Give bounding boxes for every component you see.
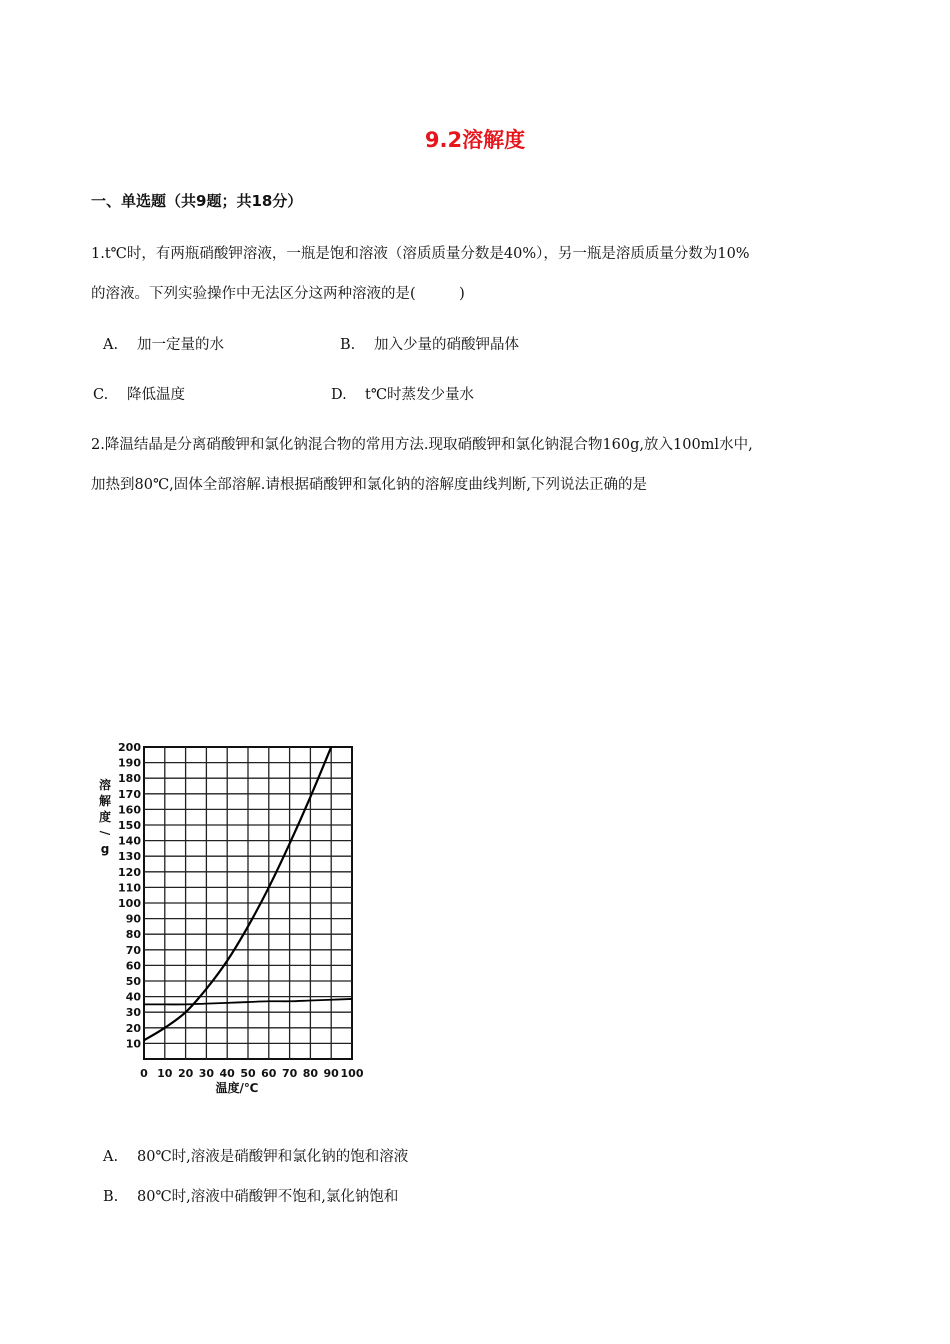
option-text: t℃时蒸发少量水 [365, 387, 475, 403]
y-tick-label: 110 [118, 881, 141, 895]
y-tick-label: 170 [118, 787, 141, 801]
option-text: 80℃时,溶液中硝酸钾不饱和,氯化钠饱和 [137, 1189, 399, 1205]
y-tick-label: 150 [118, 819, 141, 832]
y-tick-label: 60 [125, 959, 141, 973]
question-1-option-d[interactable] [331, 383, 474, 404]
x-tick-label: 40 [219, 1067, 235, 1080]
section-heading: 一、单选题（共9题；共18分） [91, 192, 303, 210]
y-axis-label-char: / [98, 830, 112, 836]
y-tick-label: 90 [125, 912, 141, 926]
x-tick-label: 20 [177, 1067, 194, 1080]
option-label: C. [93, 387, 109, 403]
x-tick-label: 70 [281, 1067, 298, 1080]
option-label: B. [340, 337, 356, 353]
y-axis-label-char: g [100, 842, 110, 856]
question-1-option-b[interactable] [340, 333, 519, 354]
y-tick-label: 190 [118, 756, 141, 770]
y-axis-label-char: 解 [98, 794, 112, 808]
x-tick-label: 100 [340, 1067, 364, 1080]
x-tick-label: 90 [323, 1067, 339, 1080]
y-tick-label: 20 [125, 1021, 141, 1035]
y-tick-label: 50 [125, 975, 141, 988]
option-label: B. [103, 1189, 119, 1205]
y-tick-label: 70 [125, 943, 141, 957]
y-tick-label: 180 [118, 772, 141, 786]
y-tick-label: 100 [118, 897, 141, 910]
x-tick-label: 80 [302, 1067, 319, 1080]
question-1-option-c[interactable] [93, 383, 185, 404]
y-axis-label-char: 溶 [98, 778, 112, 792]
question-2-line-2: 加热到80℃,固体全部溶解.请根据硝酸钾和氯化钠的溶解度曲线判断,下列说法正确的是 [91, 477, 647, 493]
y-tick-label: 200 [118, 741, 141, 754]
x-tick-label: 30 [198, 1067, 215, 1080]
y-tick-label: 30 [125, 1006, 141, 1020]
option-text: 降低温度 [127, 387, 185, 403]
question-1-line-2: 的溶液。下列实验操作中无法区分这两种溶液的是( ) [91, 286, 465, 302]
x-tick-label: 50 [240, 1067, 256, 1080]
y-tick-label: 130 [118, 850, 141, 864]
option-text: 加一定量的水 [137, 337, 224, 353]
x-tick-label: 60 [261, 1067, 277, 1080]
question-1-option-a[interactable] [103, 333, 224, 354]
option-label: A. [103, 337, 119, 353]
option-text: 加入少量的硝酸钾晶体 [374, 337, 519, 353]
y-tick-label: 10 [125, 1037, 141, 1051]
question-1-line-1: 1.t℃时，有两瓶硝酸钾溶液，一瓶是饱和溶液（溶质质量分数是40%），另一瓶是溶质质量分数为10% [91, 246, 750, 262]
x-tick-label: 10 [157, 1067, 173, 1080]
page-title: 9.2溶解度 [424, 128, 526, 152]
option-text: 80℃时,溶液是硝酸钾和氯化钠的饱和溶液 [137, 1149, 409, 1165]
y-tick-label: 140 [118, 834, 141, 848]
y-axis-label-char: 度 [98, 810, 112, 824]
y-tick-label: 40 [125, 990, 141, 1004]
y-tick-label: 160 [118, 803, 141, 817]
option-label: D. [331, 387, 347, 403]
option-label: A. [103, 1149, 119, 1165]
x-tick-label: 0 [140, 1067, 148, 1080]
question-2-option-b[interactable] [103, 1185, 398, 1206]
y-tick-label: 80 [125, 928, 141, 942]
question-2-line-1: 2.降温结晶是分离硝酸钾和氯化钠混合物的常用方法.现取硝酸钾和氯化钠混合物160g,放入100ml水中, [91, 437, 753, 453]
question-2-option-a[interactable] [103, 1145, 408, 1166]
y-tick-label: 120 [118, 865, 141, 879]
solubility-curve-chart [92, 737, 372, 1097]
x-axis-label: 温度/℃ [215, 1081, 259, 1095]
